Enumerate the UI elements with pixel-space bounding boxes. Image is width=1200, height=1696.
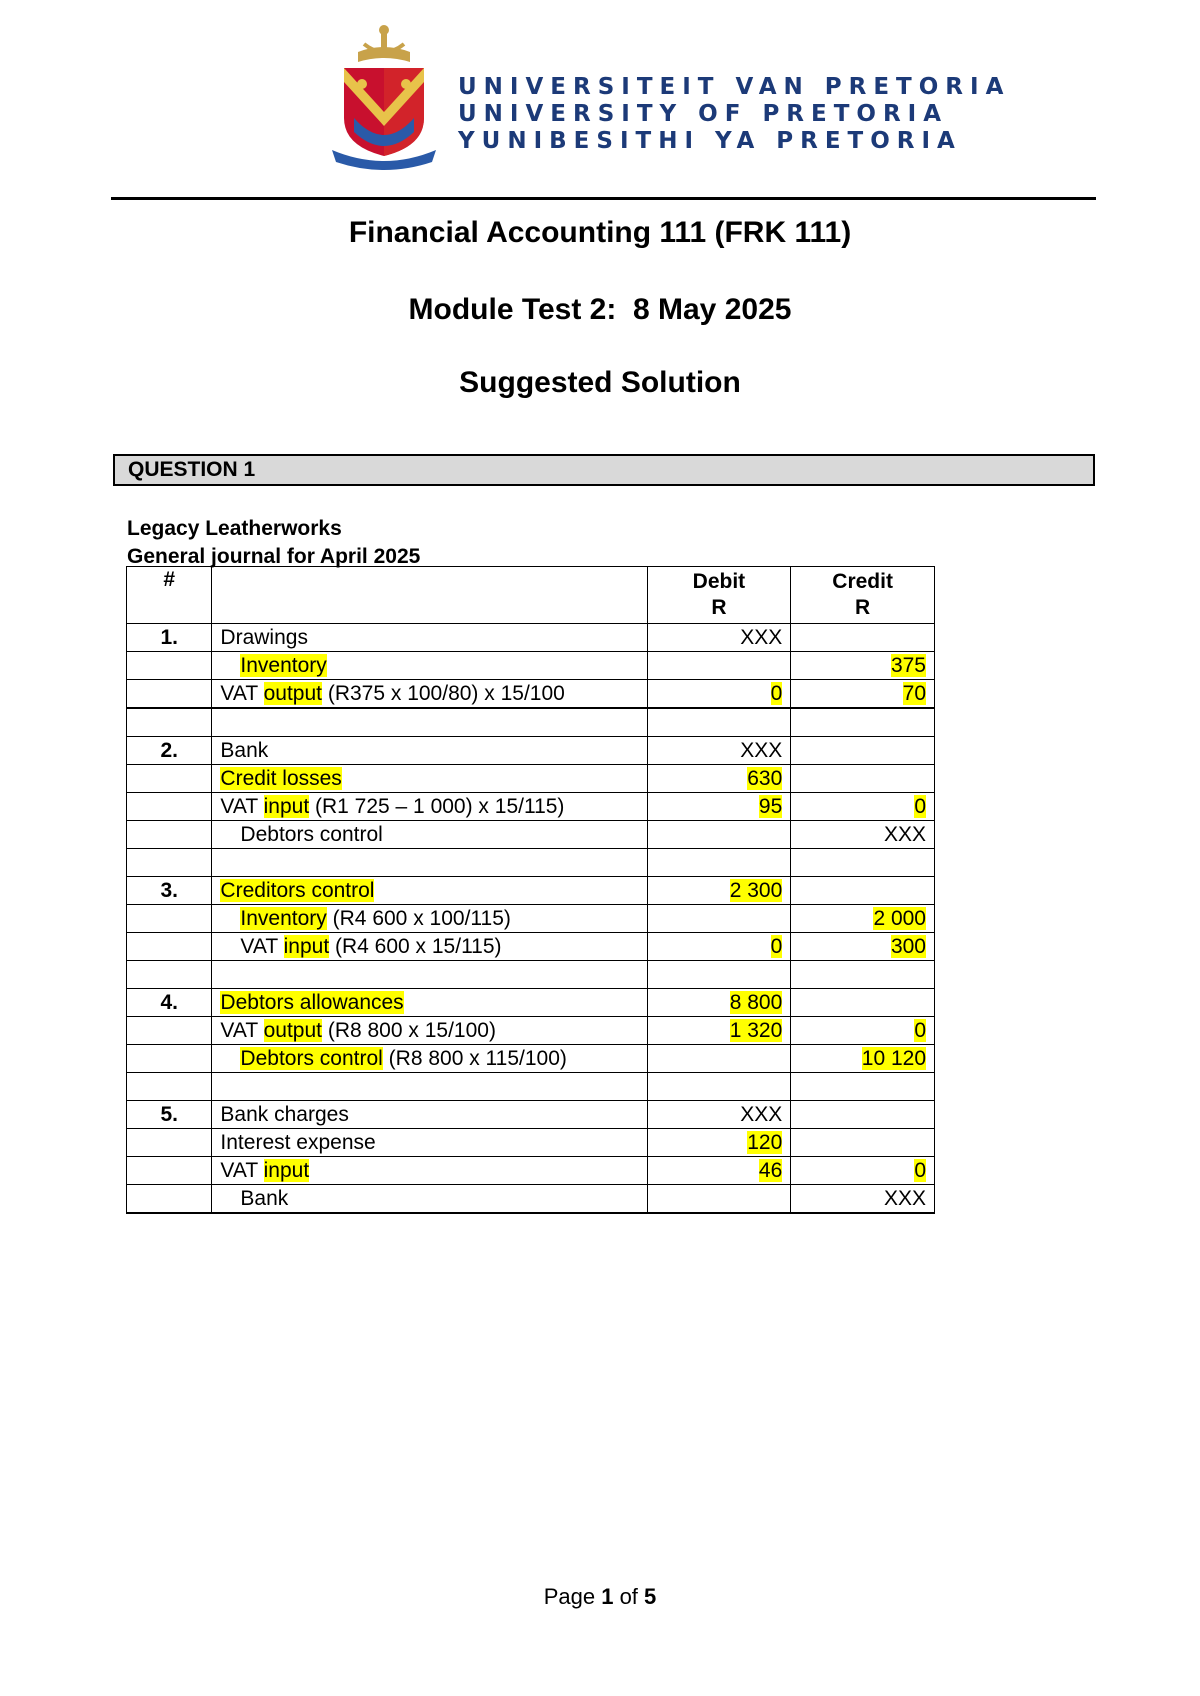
entry-account	[212, 933, 647, 961]
account-text	[220, 1046, 566, 1072]
university-name-afrikaans: UNIVERSITEIT VAN PRETORIA	[458, 74, 1011, 100]
journal-spacer-row	[127, 961, 935, 989]
credit-amount-cell	[791, 933, 935, 961]
spacer-cell	[127, 708, 212, 737]
account-text-part: (R4 600 x 15/115)	[329, 934, 502, 958]
account-text	[220, 991, 403, 1014]
credit-amount: 0	[914, 1018, 926, 1042]
entry-number	[127, 793, 212, 821]
credit-amount: XXX	[883, 822, 926, 846]
entry-account	[212, 1101, 647, 1129]
header-debit	[647, 567, 791, 624]
spacer-cell	[791, 849, 935, 877]
footer-prefix: Page	[543, 1584, 602, 1609]
spacer-cell	[212, 708, 647, 737]
account-text	[220, 795, 564, 818]
journal-row	[127, 877, 935, 905]
credit-amount-cell	[791, 1045, 935, 1073]
credit-amount-cell	[791, 1157, 935, 1185]
account-text-part: Drawings	[220, 625, 308, 649]
debit-amount: 0	[770, 934, 783, 958]
highlighted-text: output	[263, 1018, 322, 1042]
footer-page-number: 1	[601, 1584, 614, 1609]
credit-amount: 70	[902, 681, 926, 705]
entry-number	[127, 1129, 212, 1157]
journal-row	[127, 624, 935, 652]
journal-spacer-row	[127, 708, 935, 737]
entry-account	[212, 652, 647, 680]
credit-amount-cell	[791, 652, 935, 680]
spacer-cell	[647, 1073, 791, 1101]
account-text-part: VAT	[240, 934, 284, 958]
debit-amount: 630	[747, 766, 783, 790]
debit-amount-cell	[647, 1045, 791, 1073]
header-credit-label: Credit	[832, 570, 893, 593]
question-heading-bar	[113, 454, 1095, 486]
credit-amount-cell	[791, 905, 935, 933]
debit-amount-cell	[647, 624, 791, 652]
credit-amount: 300	[890, 934, 926, 958]
journal-header-row	[127, 567, 935, 624]
account-text	[220, 1131, 375, 1154]
account-text-part: VAT	[220, 1018, 264, 1042]
account-text-part: Bank	[240, 1186, 289, 1210]
account-text	[220, 822, 382, 848]
university-name-block	[458, 74, 1011, 155]
university-name-english: UNIVERSITY OF PRETORIA	[458, 101, 949, 127]
debit-amount-cell	[647, 765, 791, 793]
credit-amount: 2 000	[873, 906, 926, 930]
entry-number	[127, 933, 212, 961]
entry-account	[212, 989, 647, 1017]
credit-amount-cell	[791, 680, 935, 709]
account-text	[220, 739, 268, 762]
debit-amount-cell	[647, 989, 791, 1017]
debit-amount-cell	[647, 1101, 791, 1129]
credit-amount-cell	[791, 624, 935, 652]
journal-row	[127, 1101, 935, 1129]
spacer-cell	[647, 708, 791, 737]
entry-number	[127, 1045, 212, 1073]
entry-account	[212, 765, 647, 793]
journal-row	[127, 652, 935, 680]
account-text	[220, 682, 564, 705]
account-text-part: Debtors control	[240, 822, 383, 846]
credit-amount-cell	[791, 877, 935, 905]
credit-amount-cell	[791, 821, 935, 849]
entry-account	[212, 1017, 647, 1045]
account-text-part: (R8 800 x 15/100)	[322, 1018, 496, 1042]
spacer-cell	[212, 1073, 647, 1101]
account-text	[220, 879, 374, 902]
question-label: QUESTION 1	[128, 458, 256, 481]
debit-amount: 95	[758, 794, 783, 818]
credit-amount: 10 120	[861, 1046, 926, 1070]
entry-number: 1.	[127, 624, 212, 652]
debit-amount-cell	[647, 933, 791, 961]
spacer-cell	[212, 849, 647, 877]
spacer-cell	[127, 961, 212, 989]
credit-amount: XXX	[883, 1186, 926, 1210]
entry-number	[127, 821, 212, 849]
credit-amount-cell	[791, 1129, 935, 1157]
header-divider	[111, 197, 1096, 200]
entry-account	[212, 737, 647, 765]
journal-row	[127, 1157, 935, 1185]
entry-account	[212, 1157, 647, 1185]
account-text	[220, 1019, 496, 1042]
highlighted-text: input	[283, 934, 330, 958]
highlighted-text: Inventory	[240, 653, 327, 677]
journal-row	[127, 905, 935, 933]
journal-row	[127, 1185, 935, 1214]
debit-amount-cell	[647, 1157, 791, 1185]
spacer-cell	[127, 1073, 212, 1101]
account-text-part: (R4 600 x 100/115)	[326, 906, 511, 930]
credit-amount-cell	[791, 1101, 935, 1129]
debit-amount: 0	[770, 681, 783, 705]
entry-account	[212, 793, 647, 821]
entry-account	[212, 905, 647, 933]
account-text	[220, 906, 510, 932]
entry-number	[127, 680, 212, 709]
debit-amount: XXX	[740, 625, 783, 649]
credit-amount-cell	[791, 989, 935, 1017]
journal-spacer-row	[127, 849, 935, 877]
debit-amount-cell	[647, 680, 791, 709]
header-credit	[791, 567, 935, 624]
credit-amount-cell	[791, 1017, 935, 1045]
spacer-cell	[647, 849, 791, 877]
journal-row	[127, 933, 935, 961]
debit-amount-cell	[647, 1185, 791, 1214]
solution-title: Suggested Solution	[459, 366, 741, 399]
debit-amount: 8 800	[729, 990, 783, 1014]
debit-amount-cell	[647, 793, 791, 821]
entry-number: 5.	[127, 1101, 212, 1129]
account-text	[220, 653, 326, 679]
journal-body	[127, 624, 935, 1214]
account-text	[220, 1159, 309, 1182]
journal-row	[127, 989, 935, 1017]
account-text-part: Interest expense	[220, 1130, 376, 1154]
entry-account	[212, 680, 647, 709]
spacer-cell	[127, 849, 212, 877]
highlighted-text: input	[263, 794, 310, 818]
entry-account	[212, 1185, 647, 1214]
account-text	[220, 1103, 348, 1126]
journal-row	[127, 765, 935, 793]
test-title: Module Test 2: 8 May 2025	[408, 293, 792, 326]
credit-amount-cell	[791, 765, 935, 793]
header-credit-unit: R	[855, 596, 871, 619]
highlighted-text: Debtors allowances	[220, 990, 404, 1014]
account-text-part: Bank charges	[220, 1102, 349, 1126]
credit-amount: 375	[890, 653, 926, 677]
entry-number	[127, 905, 212, 933]
entry-number: 4.	[127, 989, 212, 1017]
debit-amount-cell	[647, 821, 791, 849]
company-name: Legacy Leatherworks	[127, 517, 342, 540]
entry-number	[127, 652, 212, 680]
journal-spacer-row	[127, 1073, 935, 1101]
journal-row	[127, 1045, 935, 1073]
header-num: #	[127, 567, 212, 624]
entry-number	[127, 1185, 212, 1214]
journal-row	[127, 1017, 935, 1045]
account-text	[220, 934, 501, 960]
credit-amount-cell	[791, 1185, 935, 1214]
highlighted-text: Debtors control	[240, 1046, 383, 1070]
footer-page-total: 5	[644, 1584, 657, 1609]
account-text-part: VAT	[220, 1158, 264, 1182]
entry-number: 3.	[127, 877, 212, 905]
entry-account	[212, 821, 647, 849]
entry-account	[212, 1045, 647, 1073]
account-text-part: (R8 800 x 115/100)	[382, 1046, 567, 1070]
credit-amount: 0	[914, 794, 926, 818]
debit-amount-cell	[647, 737, 791, 765]
account-text	[220, 626, 308, 649]
highlighted-text: Credit losses	[220, 766, 342, 790]
highlighted-text: input	[263, 1158, 310, 1182]
account-text-part: Bank	[220, 738, 269, 762]
debit-amount: 46	[758, 1158, 783, 1182]
credit-amount-cell	[791, 737, 935, 765]
journal-row	[127, 680, 935, 709]
entry-number	[127, 765, 212, 793]
debit-amount: XXX	[740, 1102, 783, 1126]
account-text-part: VAT	[220, 681, 264, 705]
journal-row	[127, 793, 935, 821]
course-title: Financial Accounting 111 (FRK 111)	[348, 216, 852, 249]
account-text	[220, 1186, 288, 1212]
account-text-part: VAT	[220, 794, 264, 818]
debit-amount-cell	[647, 652, 791, 680]
debit-amount: XXX	[740, 738, 783, 762]
debit-amount: 2 300	[729, 878, 783, 902]
entry-number: 2.	[127, 737, 212, 765]
journal-title: General journal for April 2025	[127, 545, 421, 568]
footer-of: of	[613, 1584, 645, 1609]
entry-account	[212, 624, 647, 652]
spacer-cell	[647, 961, 791, 989]
spacer-cell	[212, 961, 647, 989]
highlighted-text: output	[263, 681, 322, 705]
account-text-part: (R1 725 – 1 000) x 15/115)	[309, 794, 565, 818]
header-debit-label: Debit	[692, 570, 746, 593]
entry-account	[212, 877, 647, 905]
header-description	[212, 567, 647, 624]
journal-row	[127, 737, 935, 765]
university-name-sepedi: YUNIBESITHI YA PRETORIA	[458, 128, 962, 154]
university-crest-logo	[330, 22, 438, 170]
company-block	[127, 515, 420, 571]
header-debit-unit: R	[711, 596, 727, 619]
journal-row	[127, 821, 935, 849]
credit-amount: 0	[914, 1158, 926, 1182]
page-footer	[0, 1584, 1200, 1610]
debit-amount: 120	[747, 1130, 783, 1154]
journal-row	[127, 1129, 935, 1157]
debit-amount-cell	[647, 1017, 791, 1045]
spacer-cell	[791, 961, 935, 989]
highlighted-text: Creditors control	[220, 878, 375, 902]
entry-number	[127, 1017, 212, 1045]
entry-number	[127, 1157, 212, 1185]
general-journal-table	[126, 566, 935, 1214]
spacer-cell	[791, 1073, 935, 1101]
debit-amount-cell	[647, 905, 791, 933]
credit-amount-cell	[791, 793, 935, 821]
spacer-cell	[791, 708, 935, 737]
highlighted-text: Inventory	[240, 906, 327, 930]
entry-account	[212, 1129, 647, 1157]
account-text-part: (R375 x 100/80) x 15/100	[322, 681, 565, 705]
debit-amount-cell	[647, 1129, 791, 1157]
account-text	[220, 767, 341, 790]
debit-amount-cell	[647, 877, 791, 905]
debit-amount: 1 320	[729, 1018, 783, 1042]
